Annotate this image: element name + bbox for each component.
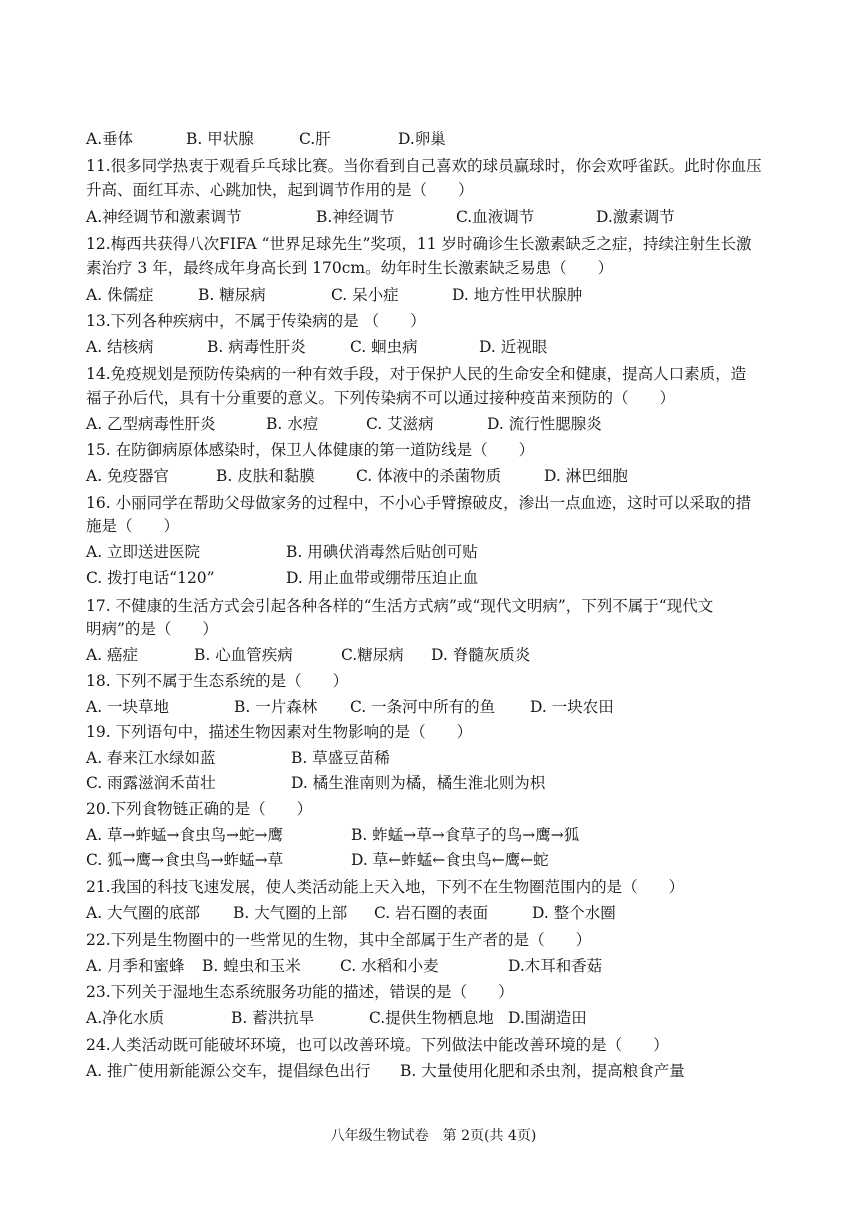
question-23-option-a: A.净化水质 [86,1009,165,1027]
question-18-option-a: A. 一块草地 [86,698,170,716]
question-12-stem-line-2: 素治疗 3 年，最终成年身高长到 170cm。幼年时生长激素缺乏易患（ ） [86,259,614,277]
top-option-d: D.卵巢 [398,130,446,148]
top-option-c: C.肝 [299,130,331,148]
question-12-option-d: D. 地方性甲状腺肿 [452,286,583,304]
question-11-option-b: B.神经调节 [316,208,395,226]
question-24-option-a: A. 推广使用新能源公交车，提倡绿色出行 [86,1062,371,1080]
question-15-stem: 15. 在防御病原体感染时，保卫人体健康的第一道防线是（ ） [86,441,535,459]
question-11-option-a: A.神经调节和激素调节 [86,208,242,226]
question-16-stem-line-2: 施是（ ） [86,517,180,535]
question-12-option-b: B. 糖尿病 [198,286,266,304]
question-17-stem-line-2: 明病”的是（ ） [86,620,218,638]
question-21-stem: 21.我国的科技飞速发展，使人类活动能上天入地，下列不在生物圈范围内的是（ ） [86,878,685,896]
question-15-option-c: C. 体液中的杀菌物质 [356,467,502,485]
page-footer: 八年级生物试卷 第 2页(共 4页) [330,1128,537,1144]
question-14-option-c: C. 艾滋病 [366,415,434,433]
question-23-option-b: B. 蓄洪抗旱 [231,1009,315,1027]
question-17-stem-line-1: 17. 不健康的生活方式会引起各种各样的“生活方式病”或“现代文明病”，下列不属于“现代文 [86,597,714,615]
question-15-option-b: B. 皮肤和黏膜 [216,467,315,485]
question-11-option-c: C.血液调节 [456,208,535,226]
question-22-option-c: C. 水稻和小麦 [340,957,439,975]
question-22-stem: 22.下列是生物圈中的一些常见的生物，其中全部属于生产者的是（ ） [86,931,592,949]
question-16-option-a: A. 立即送进医院 [86,543,201,561]
question-17-option-a: A. 癌症 [86,646,139,664]
question-23-option-d: D.围湖造田 [508,1009,587,1027]
question-18-option-c: C. 一条河中所有的鱼 [350,698,496,716]
question-12-stem-line-1: 12.梅西共获得八次FIFA “世界足球先生”奖项，11 岁时确诊生长激素缺乏之症，持续注射生长激 [86,235,752,253]
question-21-option-a: A. 大气圈的底部 [86,904,201,922]
question-18-stem: 18. 下列不属于生态系统的是（ ） [86,672,349,690]
top-option-b: B. 甲状腺 [186,130,254,148]
question-11-stem-line-1: 11.很多同学热衷于观看乒乓球比赛。当你看到自己喜欢的球员赢球时，你会欢呼雀跃。此时你血压 [86,157,762,175]
question-14-stem-line-2: 福子孙后代，具有十分重要的意义。下列传染病不可以通过接种疫苗来预防的（ ） [86,389,676,407]
question-20-option-c: C. 狐→鹰→食虫鸟→蚱蜢→草 [86,851,284,869]
question-18-option-b: B. 一片森林 [234,698,318,716]
question-11-option-d: D.激素调节 [596,208,675,226]
question-17-option-c: C.糖尿病 [341,646,404,664]
question-14-option-b: B. 水痘 [266,415,319,433]
question-22-option-a: A. 月季和蜜蜂 [86,957,185,975]
question-22-option-b: B. 蝗虫和玉米 [202,957,301,975]
question-24-option-b: B. 大量使用化肥和杀虫剂，提高粮食产量 [400,1062,685,1080]
question-13-stem: 13.下列各种疾病中，不属于传染病的是 （ ） [86,312,426,330]
question-19-option-d: D. 橘生淮南则为橘，橘生淮北则为枳 [291,774,546,792]
top-option-a: A.垂体 [86,130,134,148]
question-21-option-d: D. 整个水圈 [532,904,616,922]
question-16-option-c: C. 拨打电话“120” [86,569,215,587]
question-23-stem: 23.下列关于湿地生态系统服务功能的描述，错误的是（ ） [86,983,514,1001]
question-15-option-a: A. 免疫器官 [86,467,170,485]
question-14-option-a: A. 乙型病毒性肝炎 [86,415,216,433]
question-16-option-b: B. 用碘伏消毒然后贴创可贴 [286,543,478,561]
question-20-stem: 20.下列食物链正确的是（ ） [86,800,313,818]
question-14-stem-line-1: 14.免疫规划是预防传染病的一种有效手段，对于保护人民的生命安全和健康，提高人口素质，造 [86,365,747,383]
question-21-option-c: C. 岩石圈的表面 [374,904,489,922]
question-15-option-d: D. 淋巴细胞 [544,467,628,485]
question-11-stem-line-2: 升高、面红耳赤、心跳加快，起到调节作用的是（ ） [86,181,474,199]
question-16-stem-line-1: 16. 小丽同学在帮助父母做家务的过程中，不小心手臂擦破皮，渗出一点血迹，这时可以采取的措 [86,494,752,512]
question-19-option-a: A. 春来江水绿如蓝 [86,749,216,767]
question-18-option-d: D. 一块农田 [530,698,614,716]
question-13-option-c: C. 蛔虫病 [350,338,418,356]
question-16-option-d: D. 用止血带或绷带压迫止血 [286,569,479,587]
question-20-option-a: A. 草→蚱蜢→食虫鸟→蛇→鹰 [86,826,283,844]
question-23-option-c: C.提供生物栖息地 [369,1009,494,1027]
question-12-option-a: A. 侏儒症 [86,286,154,304]
question-13-option-d: D. 近视眼 [479,338,548,356]
question-12-option-c: C. 呆小症 [331,286,399,304]
question-22-option-d: D.木耳和香菇 [508,957,603,975]
question-24-stem: 24.人类活动既可能破坏环境，也可以改善环境。下列做法中能改善环境的是（ ） [86,1036,669,1054]
question-17-option-d: D. 脊髓灰质炎 [431,646,531,664]
question-13-option-a: A. 结核病 [86,338,154,356]
question-19-option-c: C. 雨露滋润禾苗壮 [86,774,216,792]
question-19-stem: 19. 下列语句中，描述生物因素对生物影响的是（ ） [86,723,473,741]
question-13-option-b: B. 病毒性肝炎 [207,338,306,356]
question-17-option-b: B. 心血管疾病 [194,646,293,664]
question-20-option-b: B. 蚱蜢→草→食草子的鸟→鹰→狐 [351,826,580,844]
question-21-option-b: B. 大气圈的上部 [233,904,348,922]
question-14-option-d: D. 流行性腮腺炎 [487,415,602,433]
question-19-option-b: B. 草盛豆苗稀 [291,749,390,767]
question-20-option-d: D. 草←蚱蜢←食虫鸟←鹰←蛇 [351,851,549,869]
